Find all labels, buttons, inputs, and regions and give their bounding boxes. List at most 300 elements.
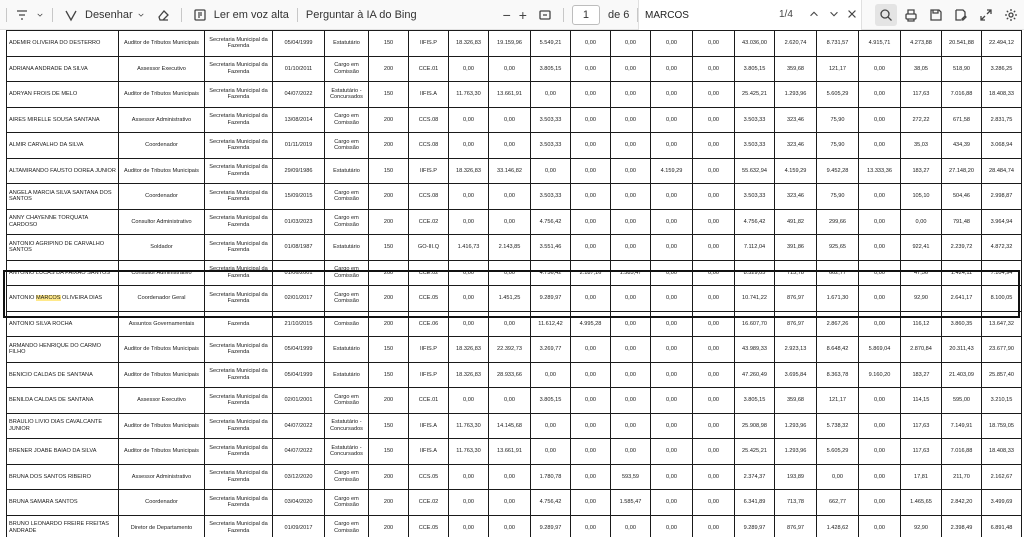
table-cell: 27.148,20 bbox=[942, 158, 982, 184]
table-cell: 02/01/2017 bbox=[273, 286, 325, 312]
expand-icon bbox=[979, 8, 993, 22]
employee-name-cell: BRUNO LEONARDO FREIRE FREITAS ANDRADE bbox=[7, 515, 119, 537]
search-button[interactable] bbox=[875, 4, 897, 26]
table-cell: 35,03 bbox=[901, 133, 942, 159]
table-cell: 0,00 bbox=[611, 388, 651, 414]
table-cell: 7.016,88 bbox=[942, 439, 982, 465]
chevron-down-icon bbox=[137, 5, 145, 25]
table-cell: 0,00 bbox=[571, 490, 611, 516]
table-cell: 0,00 bbox=[489, 209, 531, 235]
search-highlight: MARCOS bbox=[35, 295, 61, 302]
table-cell: Secretaria Municipal da Fazenda bbox=[205, 31, 273, 57]
table-cell: GO-III.Q bbox=[409, 235, 449, 261]
table-cell: Secretaria Municipal da Fazenda bbox=[205, 439, 273, 465]
table-cell: 876,97 bbox=[775, 311, 817, 337]
table-cell: 0,00 bbox=[571, 464, 611, 490]
table-cell: 7.016,88 bbox=[942, 82, 982, 108]
table-cell: 0,00 bbox=[489, 311, 531, 337]
table-cell: Secretaria Municipal da Fazenda bbox=[205, 184, 273, 210]
table-cell: 0,00 bbox=[449, 260, 489, 286]
table-cell: CCE.02 bbox=[409, 209, 449, 235]
table-cell: 0,00 bbox=[651, 31, 693, 57]
table-cell: 0,00 bbox=[693, 235, 735, 261]
table-cell: 5.738,32 bbox=[817, 413, 859, 439]
table-cell: 0,00 bbox=[693, 260, 735, 286]
table-cell: 3.695,84 bbox=[775, 362, 817, 388]
table-cell: 0,00 bbox=[693, 515, 735, 537]
zoom-in-button[interactable] bbox=[515, 4, 531, 26]
table-cell: 2.239,72 bbox=[942, 235, 982, 261]
table-cell: 3.269,77 bbox=[531, 337, 571, 363]
table-cell: 2.374,37 bbox=[735, 464, 775, 490]
table-cell: 9.160,20 bbox=[859, 362, 901, 388]
table-cell: Consultor Administrativo bbox=[119, 209, 205, 235]
table-cell: 1.585,47 bbox=[611, 490, 651, 516]
table-cell: 1.428,62 bbox=[817, 515, 859, 537]
page-navigator bbox=[568, 4, 633, 26]
table-cell: 43.036,00 bbox=[735, 31, 775, 57]
table-cell: 491,82 bbox=[775, 209, 817, 235]
table-cell: 14.145,68 bbox=[489, 413, 531, 439]
table-cell: 0,00 bbox=[693, 464, 735, 490]
table-cell: 0,00 bbox=[859, 439, 901, 465]
save-as-button[interactable] bbox=[950, 4, 972, 26]
employee-name-cell: BRENER JOABE BAIAO DA SILVA bbox=[7, 439, 119, 465]
table-cell: 671,58 bbox=[942, 107, 982, 133]
table-cell: 8.529,05 bbox=[735, 260, 775, 286]
pdf-toolbar bbox=[0, 0, 1024, 30]
table-cell: 0,00 bbox=[531, 82, 571, 108]
table-cell: 20.311,43 bbox=[942, 337, 982, 363]
table-cell: 0,00 bbox=[693, 311, 735, 337]
table-cell: 183,27 bbox=[901, 158, 942, 184]
table-cell: Cargo em Comissão bbox=[325, 490, 369, 516]
table-row bbox=[7, 337, 1022, 363]
table-cell: 0,00 bbox=[571, 362, 611, 388]
employee-name-cell: BENICIO CALDAS DE SANTANA bbox=[7, 362, 119, 388]
table-cell: 6.341,89 bbox=[735, 490, 775, 516]
table-cell: 117,63 bbox=[901, 439, 942, 465]
table-cell: 1.293,96 bbox=[775, 413, 817, 439]
table-cell: 5.549,21 bbox=[531, 31, 571, 57]
table-cell: Estatutário - Concursados bbox=[325, 82, 369, 108]
table-cell: Auditor de Tributos Municipais bbox=[119, 362, 205, 388]
table-cell: 593,59 bbox=[611, 464, 651, 490]
table-cell: 0,00 bbox=[651, 56, 693, 82]
print-icon bbox=[904, 8, 918, 22]
table-cell: 03/12/2020 bbox=[273, 464, 325, 490]
right-toolbar bbox=[875, 4, 1022, 26]
table-cell: Estatutário bbox=[325, 362, 369, 388]
eraser-button[interactable] bbox=[149, 4, 177, 26]
table-cell: 0,00 bbox=[489, 184, 531, 210]
table-cell: Secretaria Municipal da Fazenda bbox=[205, 260, 273, 286]
table-cell: IIFIS.P bbox=[409, 31, 449, 57]
table-cell: 0,00 bbox=[571, 235, 611, 261]
table-cell: 0,00 bbox=[611, 209, 651, 235]
table-cell: 1.293,96 bbox=[775, 82, 817, 108]
zoom-in-icon: + bbox=[518, 6, 527, 23]
page-number-input[interactable]: 1 bbox=[572, 5, 600, 25]
table-body bbox=[7, 31, 1022, 537]
find-bar bbox=[638, 0, 862, 30]
employee-name-cell: ANNY CHAYENNE TORQUATA CARDOSO bbox=[7, 209, 119, 235]
find-previous-button[interactable] bbox=[805, 5, 823, 23]
table-cell: CCS.08 bbox=[409, 184, 449, 210]
table-cell: Auditor de Tributos Municipais bbox=[119, 31, 205, 57]
table-cell: 200 bbox=[369, 107, 409, 133]
table-cell: 0,00 bbox=[651, 464, 693, 490]
table-cell: 0,00 bbox=[859, 209, 901, 235]
employee-name-cell: BRUNA SAMARA SANTOS bbox=[7, 490, 119, 516]
table-cell: 0,00 bbox=[571, 337, 611, 363]
table-cell: 0,00 bbox=[651, 260, 693, 286]
table-cell: Secretaria Municipal da Fazenda bbox=[205, 82, 273, 108]
table-cell: 3.805,15 bbox=[735, 388, 775, 414]
table-cell: 0,00 bbox=[859, 56, 901, 82]
table-cell: 3.503,33 bbox=[531, 107, 571, 133]
chevron-up-icon bbox=[808, 8, 820, 20]
zoom-out-button[interactable] bbox=[499, 4, 515, 26]
table-cell: 28.484,74 bbox=[982, 158, 1022, 184]
table-cell: 28.933,66 bbox=[489, 362, 531, 388]
table-cell: 7.112,04 bbox=[735, 235, 775, 261]
table-cell: 922,41 bbox=[901, 235, 942, 261]
table-cell: 0,00 bbox=[571, 82, 611, 108]
table-cell: 0,00 bbox=[571, 56, 611, 82]
table-cell: Assessor Administrativo bbox=[119, 107, 205, 133]
table-cell: 0,00 bbox=[651, 515, 693, 537]
table-cell: 193,89 bbox=[775, 464, 817, 490]
table-cell: 3.503,33 bbox=[735, 133, 775, 159]
table-cell: 47.260,49 bbox=[735, 362, 775, 388]
table-cell: 0,00 bbox=[859, 413, 901, 439]
table-cell: 0,00 bbox=[611, 184, 651, 210]
table-row bbox=[7, 413, 1022, 439]
read-aloud-icon bbox=[190, 5, 210, 25]
table-cell: 05/04/1999 bbox=[273, 31, 325, 57]
table-cell: 22.494,12 bbox=[982, 31, 1022, 57]
find-match-count: 1/4 bbox=[779, 9, 793, 20]
table-cell: 0,00 bbox=[611, 311, 651, 337]
table-cell: Secretaria Municipal da Fazenda bbox=[205, 158, 273, 184]
table-cell: 1.585,47 bbox=[611, 260, 651, 286]
table-cell: Cargo em Comissão bbox=[325, 260, 369, 286]
table-cell: 3.551,46 bbox=[531, 235, 571, 261]
table-cell: 0,00 bbox=[449, 209, 489, 235]
table-cell: Cargo em Comissão bbox=[325, 515, 369, 537]
ask-bing-button[interactable] bbox=[302, 4, 421, 26]
table-cell: 1.424,11 bbox=[942, 260, 982, 286]
table-cell: Consultor Administrativo bbox=[119, 260, 205, 286]
table-row bbox=[7, 490, 1022, 516]
table-cell: 2.143,85 bbox=[489, 235, 531, 261]
table-cell: 0,00 bbox=[651, 209, 693, 235]
table-cell: 0,00 bbox=[693, 490, 735, 516]
table-cell: 3.805,15 bbox=[531, 56, 571, 82]
table-cell: CCE.01 bbox=[409, 56, 449, 82]
find-input[interactable] bbox=[645, 6, 765, 24]
table-cell: 0,00 bbox=[651, 439, 693, 465]
table-cell: 0,00 bbox=[571, 209, 611, 235]
table-cell: 0,00 bbox=[651, 490, 693, 516]
employee-name-cell: ANTONIO MARCOS OLIVEIRA DIAS bbox=[7, 286, 119, 312]
table-cell: Assuntos Governamentais bbox=[119, 311, 205, 337]
table-cell: Diretor de Departamento bbox=[119, 515, 205, 537]
employee-name-cell: ADRIANA ANDRADE DA SILVA bbox=[7, 56, 119, 82]
table-cell: 200 bbox=[369, 133, 409, 159]
table-cell: 0,00 bbox=[859, 464, 901, 490]
table-cell: 22.392,73 bbox=[489, 337, 531, 363]
table-cell: 200 bbox=[369, 388, 409, 414]
table-cell: 0,00 bbox=[693, 31, 735, 57]
table-cell: 0,00 bbox=[859, 82, 901, 108]
table-cell: 4.756,42 bbox=[735, 209, 775, 235]
save-button[interactable] bbox=[925, 4, 947, 26]
table-cell: 0,00 bbox=[611, 439, 651, 465]
read-aloud-button[interactable] bbox=[186, 4, 293, 26]
table-cell: 18.759,05 bbox=[982, 413, 1022, 439]
table-cell: 4.273,88 bbox=[901, 31, 942, 57]
table-cell: 0,00 bbox=[693, 133, 735, 159]
table-cell: 0,00 bbox=[859, 107, 901, 133]
table-cell: 01/11/2019 bbox=[273, 133, 325, 159]
table-cell: 92,90 bbox=[901, 286, 942, 312]
table-row bbox=[7, 515, 1022, 537]
table-cell: 211,70 bbox=[942, 464, 982, 490]
table-row bbox=[7, 362, 1022, 388]
table-cell: 18.326,83 bbox=[449, 31, 489, 57]
table-cell: CCS.08 bbox=[409, 107, 449, 133]
table-cell: 2.998,87 bbox=[982, 184, 1022, 210]
table-cell: 114,15 bbox=[901, 388, 942, 414]
table-row bbox=[7, 56, 1022, 82]
table-cell: Secretaria Municipal da Fazenda bbox=[205, 413, 273, 439]
table-cell: 0,00 bbox=[489, 133, 531, 159]
payroll-table bbox=[6, 30, 1022, 537]
table-cell: 04/07/2022 bbox=[273, 439, 325, 465]
table-cell: 713,78 bbox=[775, 260, 817, 286]
table-cell: 876,97 bbox=[775, 286, 817, 312]
table-row bbox=[7, 184, 1022, 210]
table-cell: 0,00 bbox=[651, 286, 693, 312]
table-cell: Estatutário - Concursados bbox=[325, 413, 369, 439]
table-cell: 0,00 bbox=[859, 260, 901, 286]
table-cell: Estatutário bbox=[325, 337, 369, 363]
table-cell: 21/10/2015 bbox=[273, 311, 325, 337]
table-cell: Estatutário bbox=[325, 31, 369, 57]
table-cell: 1.780,78 bbox=[531, 464, 571, 490]
table-cell: Cargo em Comissão bbox=[325, 184, 369, 210]
table-cell: 0,00 bbox=[651, 107, 693, 133]
table-cell: 323,46 bbox=[775, 184, 817, 210]
table-cell: 1.416,73 bbox=[449, 235, 489, 261]
table-cell: 5.605,29 bbox=[817, 439, 859, 465]
table-cell: 3.068,94 bbox=[982, 133, 1022, 159]
table-cell: 19.159,96 bbox=[489, 31, 531, 57]
table-cell: 876,97 bbox=[775, 515, 817, 537]
table-cell: 2.870,84 bbox=[901, 337, 942, 363]
table-cell: 01/03/2023 bbox=[273, 209, 325, 235]
table-cell: 323,46 bbox=[775, 133, 817, 159]
draw-button[interactable] bbox=[57, 4, 149, 26]
table-cell: 4.915,71 bbox=[859, 31, 901, 57]
table-cell: 0,00 bbox=[571, 107, 611, 133]
table-cell: 0,00 bbox=[489, 490, 531, 516]
table-cell: 105,10 bbox=[901, 184, 942, 210]
table-cell: 25.908,98 bbox=[735, 413, 775, 439]
table-row bbox=[7, 82, 1022, 108]
table-cell: 5.869,04 bbox=[859, 337, 901, 363]
table-cell: 25.857,40 bbox=[982, 362, 1022, 388]
table-cell: 0,00 bbox=[693, 82, 735, 108]
table-cell: 03/04/2020 bbox=[273, 490, 325, 516]
table-cell: 2.187,16 bbox=[571, 260, 611, 286]
table-cell: 4.159,29 bbox=[651, 158, 693, 184]
table-cell: Cargo em Comissão bbox=[325, 56, 369, 82]
toolbar-divider bbox=[52, 8, 53, 22]
table-cell: 75,90 bbox=[817, 184, 859, 210]
table-cell: Comissão bbox=[325, 311, 369, 337]
table-cell: 0,00 bbox=[571, 184, 611, 210]
table-cell: 55.632,94 bbox=[735, 158, 775, 184]
table-row bbox=[7, 31, 1022, 57]
filter-icon bbox=[12, 5, 32, 25]
table-cell: 3.286,25 bbox=[982, 56, 1022, 82]
table-cell: CCE.06 bbox=[409, 311, 449, 337]
find-next-button[interactable] bbox=[825, 5, 843, 23]
table-cell: 791,48 bbox=[942, 209, 982, 235]
table-cell: 0,00 bbox=[571, 133, 611, 159]
table-cell: 11.612,42 bbox=[531, 311, 571, 337]
fullscreen-button[interactable] bbox=[975, 4, 997, 26]
table-cell: Secretaria Municipal da Fazenda bbox=[205, 286, 273, 312]
table-cell: 0,00 bbox=[571, 439, 611, 465]
table-cell: 200 bbox=[369, 260, 409, 286]
table-cell: CCE.01 bbox=[409, 388, 449, 414]
table-cell: 359,68 bbox=[775, 56, 817, 82]
table-cell: 0,00 bbox=[651, 184, 693, 210]
table-cell: 0,00 bbox=[449, 184, 489, 210]
table-cell: 0,00 bbox=[489, 388, 531, 414]
table-cell: Coordenador Geral bbox=[119, 286, 205, 312]
table-cell: 13.333,36 bbox=[859, 158, 901, 184]
table-cell: IIFIS.A bbox=[409, 82, 449, 108]
toolbar-divider bbox=[563, 8, 564, 22]
table-cell: 1.671,30 bbox=[817, 286, 859, 312]
filter-menu-button[interactable] bbox=[8, 4, 48, 26]
table-cell: 150 bbox=[369, 31, 409, 57]
table-cell: 01/08/1987 bbox=[273, 235, 325, 261]
read-aloud-label: Ler em voz alta bbox=[213, 8, 289, 21]
table-cell: 117,63 bbox=[901, 82, 942, 108]
table-cell: Cargo em Comissão bbox=[325, 209, 369, 235]
table-cell: 0,00 bbox=[449, 464, 489, 490]
table-cell: Assessor Executivo bbox=[119, 56, 205, 82]
gear-icon bbox=[1004, 8, 1018, 22]
zoom-out-icon: − bbox=[502, 6, 511, 23]
table-cell: Secretaria Municipal da Fazenda bbox=[205, 464, 273, 490]
table-cell: 0,00 bbox=[693, 209, 735, 235]
table-cell: 200 bbox=[369, 286, 409, 312]
table-cell: 0,00 bbox=[651, 413, 693, 439]
table-cell: 0,00 bbox=[571, 31, 611, 57]
table-cell: 18.326,83 bbox=[449, 337, 489, 363]
table-row bbox=[7, 388, 1022, 414]
table-cell: 0,00 bbox=[611, 82, 651, 108]
employee-name-cell: ANGELA MARCIA SILVA SANTANA DOS SANTOS bbox=[7, 184, 119, 210]
table-cell: 0,00 bbox=[489, 515, 531, 537]
table-cell: 0,00 bbox=[449, 107, 489, 133]
table-cell: 0,00 bbox=[611, 235, 651, 261]
table-cell: 13.661,91 bbox=[489, 82, 531, 108]
table-cell: 0,00 bbox=[651, 337, 693, 363]
table-cell: 0,00 bbox=[693, 439, 735, 465]
table-cell: 47,56 bbox=[901, 260, 942, 286]
table-cell: 150 bbox=[369, 439, 409, 465]
table-cell: 595,00 bbox=[942, 388, 982, 414]
table-cell: 0,00 bbox=[531, 413, 571, 439]
table-cell: 3.503,33 bbox=[531, 184, 571, 210]
pdf-document-view[interactable] bbox=[0, 30, 1024, 537]
table-cell: 18.408,33 bbox=[982, 439, 1022, 465]
table-cell: 2.923,13 bbox=[775, 337, 817, 363]
print-button[interactable] bbox=[900, 4, 922, 26]
table-cell: IIFIS.P bbox=[409, 158, 449, 184]
table-cell: 01/09/2017 bbox=[273, 515, 325, 537]
draw-label: Desenhar bbox=[85, 8, 133, 21]
table-cell: 200 bbox=[369, 311, 409, 337]
settings-button[interactable] bbox=[1000, 4, 1022, 26]
table-cell: 0,00 bbox=[611, 337, 651, 363]
table-cell: 17,81 bbox=[901, 464, 942, 490]
table-cell: 0,00 bbox=[611, 515, 651, 537]
table-cell: 3.860,35 bbox=[942, 311, 982, 337]
table-cell: Estatutário bbox=[325, 158, 369, 184]
table-cell: 0,00 bbox=[693, 337, 735, 363]
table-cell: 13.661,91 bbox=[489, 439, 531, 465]
find-close-button[interactable] bbox=[843, 5, 861, 23]
table-cell: 5.605,29 bbox=[817, 82, 859, 108]
table-cell: Assessor Executivo bbox=[119, 388, 205, 414]
table-cell: 43.989,33 bbox=[735, 337, 775, 363]
table-cell: 0,00 bbox=[693, 388, 735, 414]
table-cell: IIFIS.A bbox=[409, 439, 449, 465]
employee-name-cell: ALMIR CARVALHO DA SILVA bbox=[7, 133, 119, 159]
table-cell: 518,90 bbox=[942, 56, 982, 82]
table-cell: Assessor Administrativo bbox=[119, 464, 205, 490]
table-row bbox=[7, 260, 1022, 286]
table-cell: 3.499,69 bbox=[982, 490, 1022, 516]
table-cell: 29/09/1986 bbox=[273, 158, 325, 184]
table-cell: 0,00 bbox=[693, 107, 735, 133]
table-cell: Secretaria Municipal da Fazenda bbox=[205, 56, 273, 82]
table-cell: CCE.02 bbox=[409, 260, 449, 286]
table-cell: 0,00 bbox=[489, 107, 531, 133]
table-cell: Soldador bbox=[119, 235, 205, 261]
table-cell: 0,00 bbox=[571, 388, 611, 414]
fit-page-button[interactable] bbox=[531, 4, 559, 26]
table-cell: Cargo em Comissão bbox=[325, 286, 369, 312]
save-icon bbox=[929, 8, 943, 22]
table-cell: 925,65 bbox=[817, 235, 859, 261]
employee-name-cell: ARMANDO HENRIQUE DO CARMO FILHO bbox=[7, 337, 119, 363]
employee-name-cell: BRUNA DOS SANTOS RIBEIRO bbox=[7, 464, 119, 490]
table-cell: Auditor de Tributos Municipais bbox=[119, 158, 205, 184]
table-cell: 3.805,15 bbox=[735, 56, 775, 82]
table-cell: 8.100,05 bbox=[982, 286, 1022, 312]
table-cell: 0,00 bbox=[651, 82, 693, 108]
